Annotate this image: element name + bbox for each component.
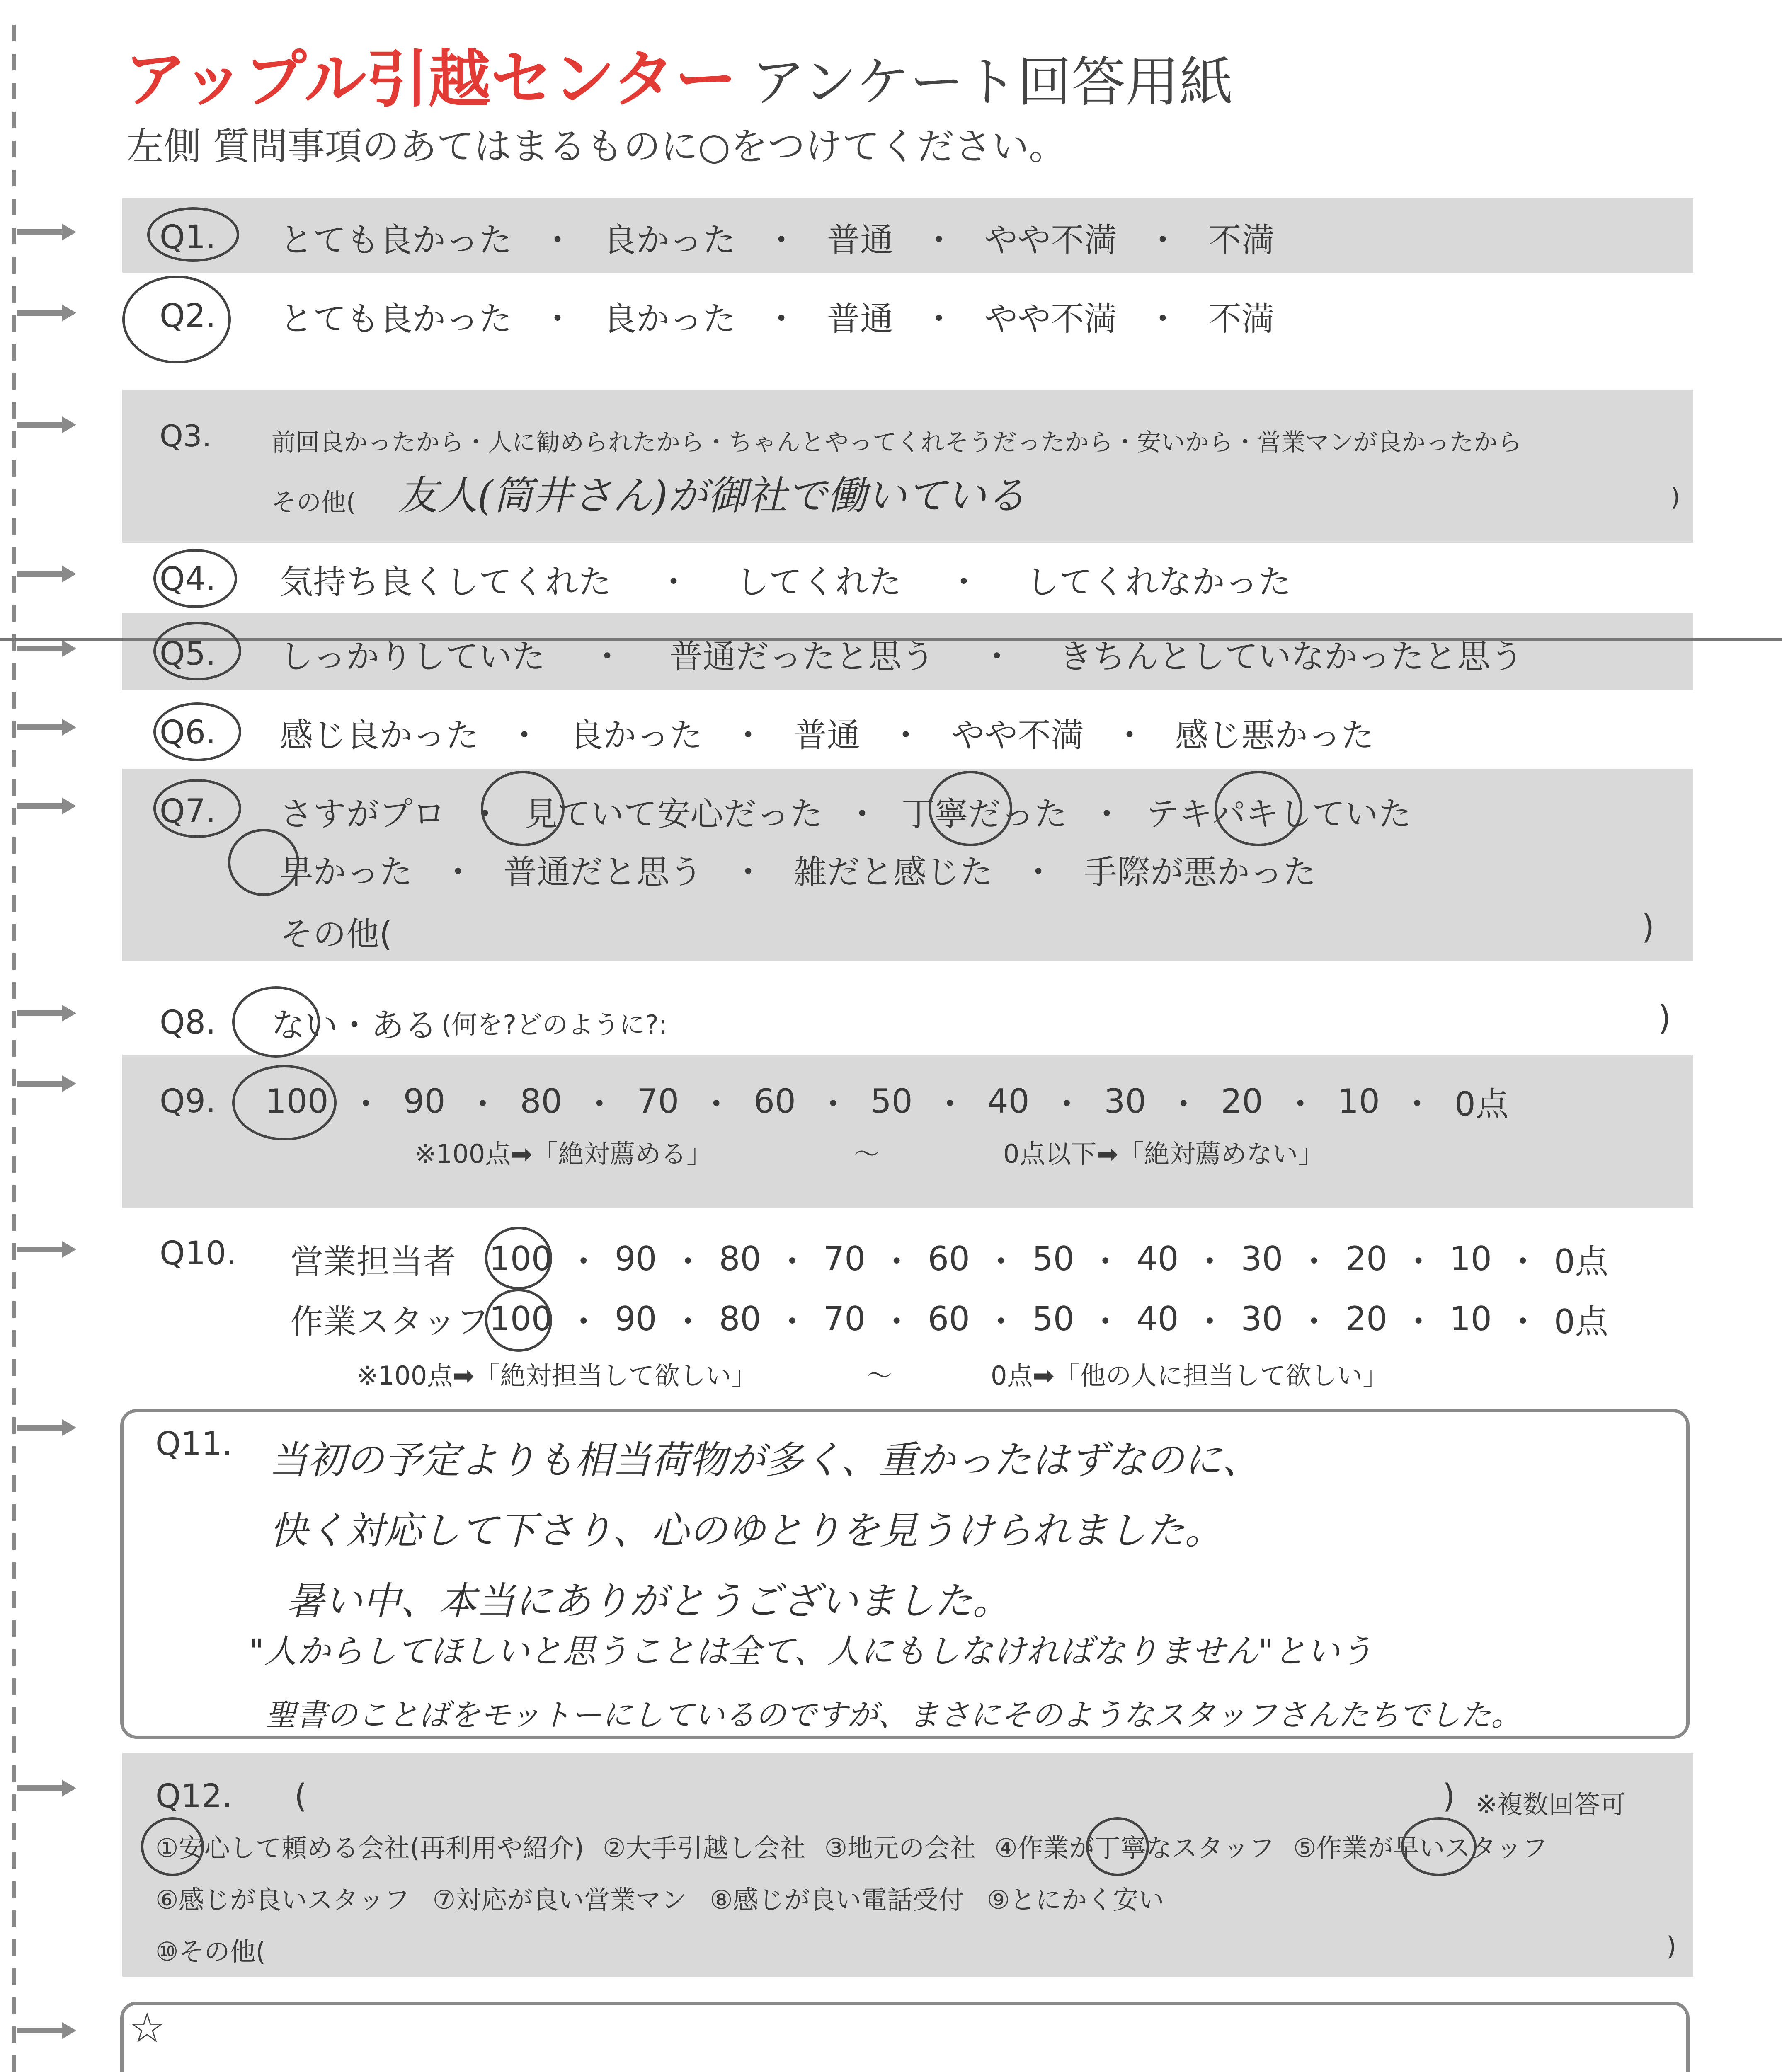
q7-other-close: ) [1641,908,1655,946]
instruction-text: 左側 質問事項のあてはまるものに○をつけてください。 [126,125,1067,168]
q6-option[interactable]: やや不満 [951,716,1084,755]
q11-handwritten-line: "人からしてほしいと思うことは全て、人にもしなければなりません"という [249,1632,1373,1670]
q9-score[interactable]: 40 [987,1082,1030,1121]
arrow-q1-icon [17,224,79,240]
q10-staff-score[interactable]: 30 [1241,1300,1283,1338]
q7-hand-circle [929,771,1012,846]
q3-options-text[interactable]: 前回良かったから・人に勧められたから・ちゃんとやってくれそうだったから・安いから・営業マンが良かったから [272,428,1522,456]
q5-hand-circle [153,622,241,680]
q8-note: (何を?どのように?: [441,1009,667,1040]
q5-option[interactable]: しっかりしていた [280,637,545,676]
q1-option[interactable]: とても良かった [280,221,512,259]
q10-sales-score[interactable]: 30 [1241,1239,1283,1278]
q10-label: Q10. [160,1235,237,1272]
q8-close: ) [1658,999,1671,1037]
arrow-q10-icon [17,1241,79,1258]
q10-staff-score[interactable]: 70 [823,1300,866,1338]
q10-staff-score[interactable]: 20 [1345,1300,1388,1338]
q7-option[interactable]: 丁寧だった [902,795,1067,833]
q7-option[interactable]: 普通だと思う [504,853,703,891]
q7-option[interactable]: 見ていて安心だった [524,795,823,833]
q12-option[interactable]: ⑤作業が早いスタッフ [1293,1833,1548,1863]
question-7-row-1: Q7. さすがプロ ・ 見ていて安心だった ・ 丁寧だった ・ テキパキしていた [160,787,1411,835]
q7-hand-circle [1215,771,1302,846]
q10-staff-label: 作業スタッフ [290,1302,489,1341]
q10-sales-score[interactable]: 10 [1450,1239,1492,1278]
q10-staff-score[interactable]: 60 [928,1300,970,1338]
q10-sales-row: 営業担当者 100 ・ 90 ・ 80 ・ 70 ・ 60 ・ 50 ・ 40 ・ 30 ・ 20 ・ 10 ・ 0点 [290,1235,1608,1283]
q9-score[interactable]: 20 [1221,1082,1263,1121]
question-4: Q4. 気持ち良くしてくれた ・ してくれた ・ してくれなかった [160,555,1291,603]
q5-label: Q5. [160,635,216,673]
q12-other-label[interactable]: ⑩その他( [155,1936,266,1967]
q4-option[interactable]: 気持ち良くしてくれた [280,563,611,601]
q10-hand-circle [485,1289,552,1352]
q9-score[interactable]: 70 [637,1082,679,1121]
arrow-q7-icon [17,798,79,814]
q4-option[interactable]: してくれなかった [1026,563,1291,601]
q6-option[interactable]: 良かった [570,716,703,755]
q4-option[interactable]: してくれた [736,563,902,601]
q10-staff-score[interactable]: 10 [1450,1300,1492,1338]
q9-score[interactable]: 50 [870,1082,913,1121]
q6-option[interactable]: 感じ悪かった [1175,716,1374,755]
q12-row-1 [155,1828,1547,1864]
q9-score[interactable]: 100 [265,1082,329,1121]
q7-hand-circle [228,829,299,896]
arrow-q6-icon [17,719,79,736]
arrow-q9-icon [17,1075,79,1092]
q5-option[interactable]: 普通だったと思う [669,637,935,676]
q10-note-left: ※100点➡「絶対担当して欲しい」 [356,1360,757,1391]
q1-option[interactable]: やや不満 [984,221,1117,259]
q2-option[interactable]: やや不満 [984,300,1117,338]
q1-option[interactable]: 不満 [1208,221,1275,259]
q2-hand-circle [122,276,231,363]
q10-sales-score[interactable]: 70 [823,1239,866,1278]
q8-option-yes[interactable]: ある [371,1006,437,1045]
q10-staff-score[interactable]: 100 [489,1300,553,1338]
q7-option[interactable]: 手際が悪かった [1084,853,1316,891]
q9-note-left: ※100点➡「絶対薦める」 [415,1139,713,1169]
q3-other-label: その他( [272,488,356,517]
q10-sales-score[interactable]: 60 [928,1239,970,1278]
q2-option[interactable]: とても良かった [280,300,512,338]
q6-label: Q6. [160,714,216,751]
form-title: アンケート回答用紙 [751,51,1233,114]
arrow-q3-icon [17,416,79,433]
q12-option[interactable]: ①安心して頼める会社(再利用や紹介) [155,1833,584,1863]
star-mark-icon: ☆ [128,2004,166,2052]
binding-line [12,25,16,2072]
q9-tilde: ～ [854,1139,880,1169]
arrow-star-icon [17,2022,79,2039]
q11-handwritten-line: 聖書のことばをモットーにしているのですが、まさにそのようなスタッフさんたちでした。 [265,1697,1522,1733]
q10-sales-score[interactable]: 40 [1136,1239,1179,1278]
q1-label: Q1. [160,218,216,256]
q4-hand-circle [153,549,237,608]
q9-note-right: 0点以下➡「絶対薦めない」 [1003,1139,1324,1169]
question-9-scores: Q9. 100 ・ 90 ・ 80 ・ 70 ・ 60 ・ 50 ・ 40 ・ 30 ・ 20 ・ 10 ・ 0点 [160,1077,1509,1125]
q12-option[interactable]: ⑥感じが良いスタッフ [155,1885,410,1915]
q11-handwritten-line: 快く対応して下さり、心のゆとりを見うけられました。 [269,1508,1223,1553]
q12-option[interactable]: ④作業が丁寧なスタッフ [994,1833,1275,1863]
q10-staff-score[interactable]: 40 [1136,1300,1179,1338]
arrow-q2-icon [17,305,79,321]
q7-hand-circle [153,779,241,838]
q8-label: Q8. [160,1004,216,1041]
question-6: Q6. 感じ良かった ・ 良かった ・ 普通 ・ やや不満 ・ 感じ悪かった [160,709,1374,756]
q10-sales-score[interactable]: 90 [614,1239,657,1278]
brand-name: アップル引越センター [124,44,737,114]
q9-score[interactable]: 60 [754,1082,796,1121]
arrow-q4-icon [17,566,79,582]
q12-label: Q12. [155,1778,233,1815]
q10-sales-score[interactable]: 50 [1032,1239,1074,1278]
q3-handwritten-answer: 友人(筒井さん)が御社で働いている [398,472,1026,519]
q12-option[interactable]: ⑨とにかく安い [987,1885,1164,1915]
q10-sales-score[interactable]: 80 [719,1239,761,1278]
q4-label: Q4. [160,560,216,598]
q10-tilde: ～ [866,1360,892,1391]
q7-option[interactable]: 早かった [280,853,412,891]
q2-label: Q2. [160,297,216,335]
question-2: Q2. とても良かった ・ 良かった ・ 普通 ・ やや不満 ・ 不満 [160,292,1275,340]
q1-option[interactable]: 良かった [603,221,736,259]
q12-other-close: ) [1666,1931,1677,1961]
q9-score[interactable]: 90 [403,1082,446,1121]
q3-other-close: ) [1670,483,1680,512]
q7-label: Q7. [160,792,216,830]
page-header [124,29,1233,119]
q11-handwritten-line: 当初の予定よりも相当荷物が多く、重かったはずなのに、 [269,1438,1261,1482]
q9-hand-circle [232,1065,337,1140]
q8-hand-circle [232,986,320,1058]
q10-staff-score[interactable]: 0点 [1554,1302,1608,1341]
q12-option[interactable]: ③地元の会社 [824,1833,976,1863]
q10-sales-score[interactable]: 100 [489,1239,553,1278]
question-7-row-2: 早かった ・ 普通だと思う ・ 雑だと感じた ・ 手際が悪かった [280,845,1316,893]
q1-option[interactable]: 普通 [827,221,893,259]
q12-paren-close: ) [1443,1778,1455,1815]
q12-hand-circle [1401,1817,1477,1876]
q6-option[interactable]: 普通 [794,716,860,755]
q7-option[interactable]: テキパキしていた [1146,795,1411,833]
q12-row-2 [155,1879,1164,1916]
q10-sales-label: 営業担当者 [290,1242,456,1281]
arrow-q5-icon [17,640,79,657]
q7-other-label: その他( [280,915,393,954]
q12-multi-note: ※複数回答可 [1476,1789,1626,1820]
q9-score[interactable]: 30 [1104,1082,1147,1121]
q10-staff-score[interactable]: 50 [1032,1300,1074,1338]
q9-score[interactable]: 80 [520,1082,562,1121]
q12-paren-open: ( [294,1778,307,1815]
q7-option[interactable]: さすがプロ [280,795,446,833]
q12-hand-circle [141,1817,204,1876]
q12-hand-circle [1086,1817,1149,1876]
q7-option[interactable]: 雑だと感じた [794,853,993,891]
star-comment-box[interactable] [120,2002,1690,2072]
q1-hand-circle [147,207,239,262]
q12-option[interactable]: ②大手引越し会社 [602,1833,806,1863]
q10-sales-score[interactable]: 0点 [1554,1242,1608,1281]
q2-option[interactable]: 普通 [827,300,893,338]
q10-staff-score[interactable]: 80 [719,1300,761,1338]
q2-option[interactable]: 不満 [1208,300,1275,338]
arrow-q12-icon [17,1780,79,1796]
q9-score[interactable]: 0点 [1454,1085,1509,1123]
question-1: Q1. とても良かった ・ 良かった ・ 普通 ・ やや不満 ・ 不満 [160,213,1275,261]
q10-staff-row: 作業スタッフ 100 ・ 90 ・ 80 ・ 70 ・ 60 ・ 50 ・ 40 ・ 30 ・ 20 ・ 10 ・ 0点 [290,1295,1608,1343]
question-5: Q5. しっかりしていた ・ 普通だったと思う ・ きちんとしていなかったと思う [160,630,1523,678]
q10-sales-score[interactable]: 20 [1345,1239,1388,1278]
q3-label: Q3. [160,419,212,453]
arrow-q8-icon [17,1005,79,1021]
q5-option[interactable]: きちんとしていなかったと思う [1059,637,1523,676]
q12-option[interactable]: ⑦対応が良い営業マン [432,1885,687,1915]
q10-hand-circle [485,1227,552,1290]
q2-option[interactable]: 良かった [603,300,736,338]
q6-option[interactable]: 感じ良かった [280,716,479,755]
q10-note-right: 0点➡「他の人に担当して欲しい」 [991,1360,1389,1391]
q8-option-no[interactable]: ない [272,1006,338,1045]
q12-option[interactable]: ⑧感じが良い電話受付 [710,1885,964,1915]
q8-separator: ・ [338,1006,371,1045]
q6-hand-circle [153,702,241,761]
q10-staff-score[interactable]: 90 [614,1300,657,1338]
q7-hand-circle [481,771,565,846]
q11-handwritten-line: 暑い中、本当にありがとうございました。 [286,1579,1011,1623]
q11-label: Q11. [155,1426,233,1463]
arrow-q11-icon [17,1419,79,1436]
q9-label: Q9. [160,1082,216,1120]
q9-score[interactable]: 10 [1338,1082,1380,1121]
